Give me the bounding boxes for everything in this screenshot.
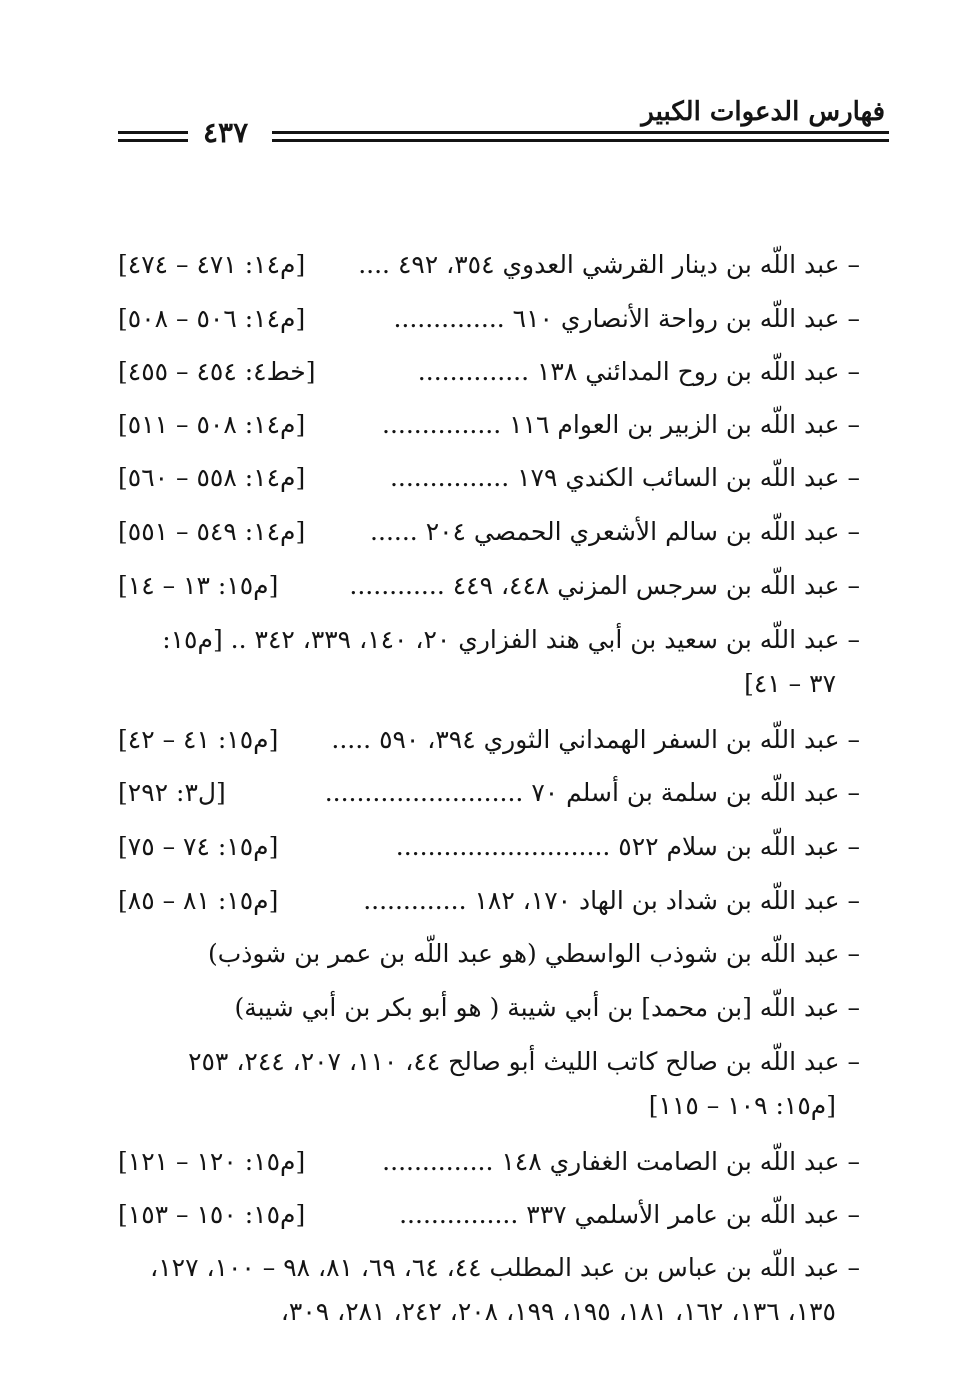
page-number: ٤٣٧ [203,116,249,149]
entry-text: – عبد اللّه [بن محمد] بن أبي شيبة ( هو أبو بكر بن أبي شيبة) [234,993,860,1022]
index-entry [118,618,860,706]
entry-reference: [م١٤: ٥٠٦ – ٥٠٨] [118,304,306,333]
index-entry [118,1246,860,1334]
index-entry [118,771,860,814]
index-entry [118,932,860,975]
entry-text: – عبد اللّه بن رواحة الأنصاري ٦١٠ .............. [393,304,860,333]
index-entry [118,456,860,499]
header-rule-right [272,131,889,142]
entry-text: – عبد اللّه بن السفر الهمداني الثوري ٣٩٤، ٥٩٠ ..... [331,725,860,754]
index-entry [118,1040,860,1128]
entry-text: – عبد اللّه بن الزبير بن العوام ١١٦ ............... [382,410,860,439]
entry-text: – عبد اللّه بن شوذب الواسطي (هو عبد اللّه بن عمر بن شوذب) [207,939,860,968]
entry-text: – عبد اللّه بن روح المدائني ١٣٨ .............. [417,357,860,386]
entry-text: – عبد اللّه بن سالم الأشعري الحمصي ٢٠٤ ...... [370,517,860,546]
header-rule-left [118,131,188,142]
entry-text: – عبد اللّه بن السائب الكندي ١٧٩ ............... [389,463,860,492]
entry-text: – عبد اللّه بن عامر الأسلمي ٣٣٧ ............... [399,1200,860,1229]
entry-text: – عبد اللّه بن عباس بن عبد المطلب ٤٤، ٦٤، ٦٩، ٨١، ٩٨ – ١٠٠، ١٢٧، [150,1253,860,1282]
entry-text: – عبد اللّه بن صالح كاتب الليث أبو صالح ٤٤، ١١٠، ٢٠٧، ٢٤٤، ٢٥٣ [188,1047,860,1076]
entry-continuation: ٣٧ – ٤١] [744,669,836,698]
entry-reference: [م١٤: ٥٠٨ – ٥١١] [118,410,306,439]
entry-reference: [خط٤: ٤٥٤ – ٤٥٥] [118,357,316,386]
index-entry [118,718,860,761]
entry-text: – عبد اللّه بن سلمة بن أسلم ٧٠ ......................... [324,778,860,807]
entry-text: – عبد اللّه بن الصامت الغفاري ١٤٨ .............. [382,1147,860,1176]
entry-reference: [ل٣: ٢٩٢] [118,778,226,807]
entry-text: – عبد اللّه بن سعيد بن أبي هند الفزاري ٢٠، ١٤٠، ٣٣٩، ٣٤٢ .. [م١٥: [162,625,860,654]
index-entry [118,1193,860,1236]
entry-text: – عبد اللّه بن سلام ٥٢٢ ........................... [395,832,860,861]
entry-text: – عبد اللّه بن سرجس المزني ٤٤٨، ٤٤٩ ............ [349,571,860,600]
entry-continuation: ١٣٥، ١٣٦، ١٦٢، ١٨١، ١٩٥، ١٩٩، ٢٠٨، ٢٤٢، ٢٨١، ٣٠٩، [280,1297,836,1326]
index-entry [118,986,860,1029]
entry-reference: [م١٤: ٤٧١ – ٤٧٤] [118,250,306,279]
entry-reference: [م١٥: ٤١ – ٤٢] [118,725,279,754]
entry-reference: [م١٥: ١٥٠ – ١٥٣] [118,1200,306,1229]
entry-reference: [م١٥: ٧٤ – ٧٥] [118,832,279,861]
index-entry [118,564,860,607]
entry-text: – عبد اللّه بن دينار القرشي العدوي ٣٥٤، ٤٩٢ .... [358,250,860,279]
entry-reference: [م١٥: ٨١ – ٨٥] [118,886,279,915]
entry-reference: [م١٥: ١٣ – ١٤] [118,571,279,600]
entry-text: – عبد اللّه بن شداد بن الهاد ١٧٠، ١٨٢ ............. [363,886,860,915]
entry-reference: [م١٥: ١٢٠ – ١٢١] [118,1147,306,1176]
running-header-title: فهارس الدعوات الكبير [641,97,885,127]
index-entry [118,1140,860,1183]
entry-continuation: [م١٥: ١٠٩ – ١١٥] [648,1091,836,1120]
index-entry [118,403,860,446]
index-entry [118,879,860,922]
index-entry [118,350,860,393]
index-entry [118,243,860,286]
entry-reference: [م١٤: ٥٤٩ – ٥٥١] [118,517,306,546]
entry-reference: [م١٤: ٥٥٨ – ٥٦٠] [118,463,306,492]
index-entry [118,510,860,553]
index-entry [118,297,860,340]
index-entry [118,825,860,868]
